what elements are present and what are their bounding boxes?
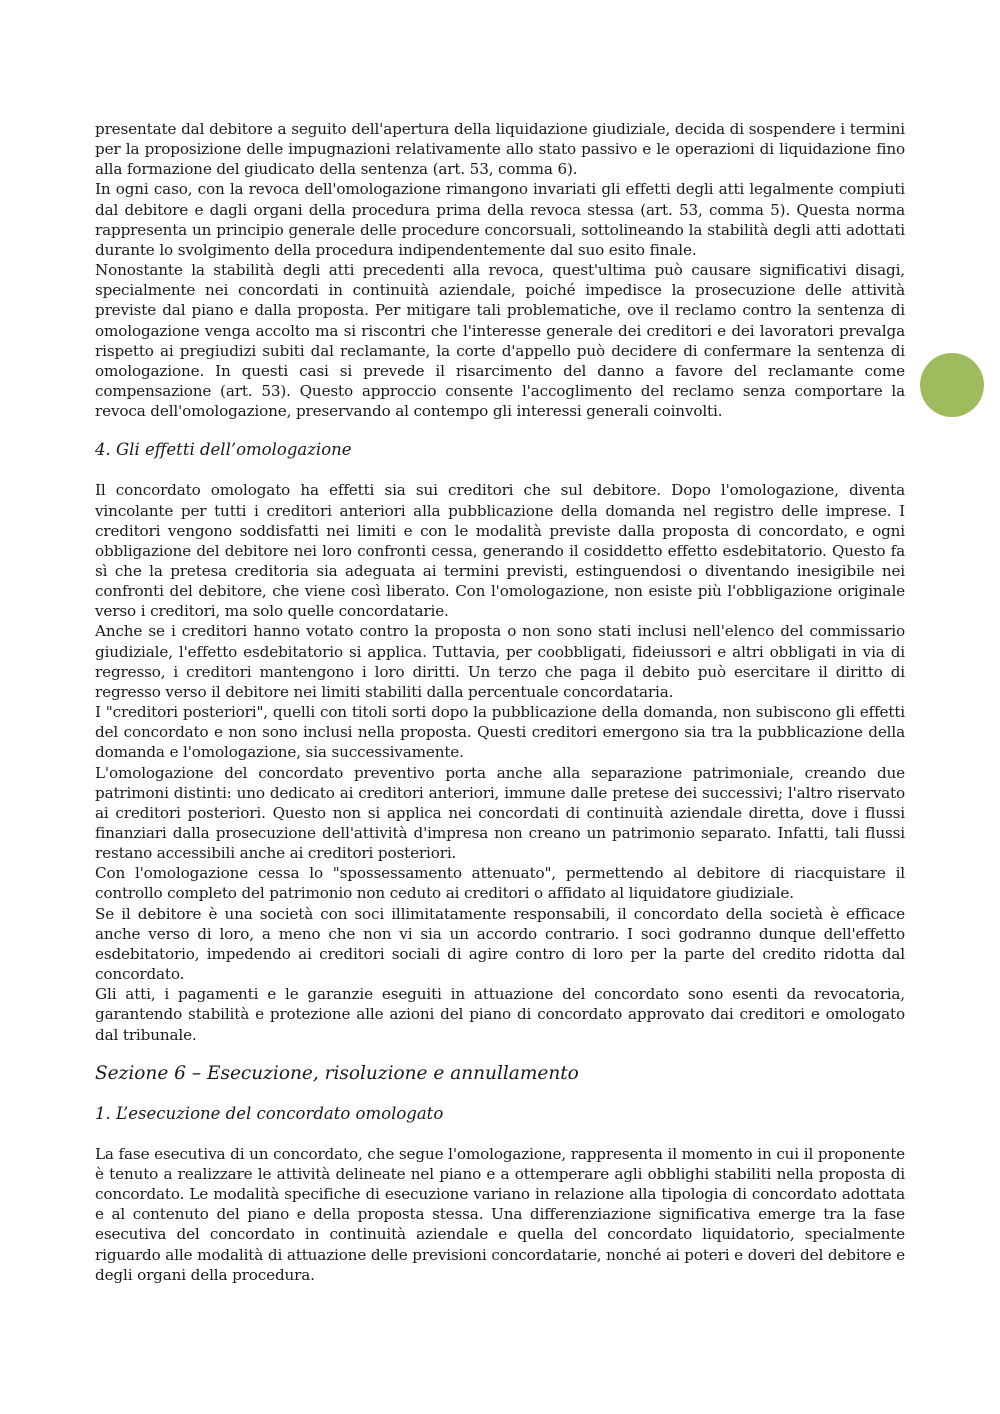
paragraph: Con l'omologazione cessa lo "spossessamento attenuato", permettendo al debitore di riacquistare il controllo completo del patrimonio non ceduto ai creditori o affidato al liquidatore giudiziale.	[95, 864, 905, 903]
paragraph: Anche se i creditori hanno votato contro la proposta o non sono stati inclusi nell'elenco del commissario giudiziale, l'effetto esdebitatorio si applica. Tuttavia, per coobbligati, fideiussori e altri obbligati in via di regresso, i creditori mantengono i loro diritti. Un terzo che paga il debito può esercitare il diritto di regresso verso il debitore nei limiti stabiliti dalla percentuale concordataria.	[95, 622, 905, 701]
paragraph: presentate dal debitore a seguito dell'apertura della liquidazione giudiziale, decida di sospendere i termini per la proposizione delle impugnazioni relativamente allo stato passivo e le operazioni di liquidazione fino alla formazione del giudicato della sentenza (art. 53, comma 6).	[95, 120, 905, 179]
heading-esecuzione-concordato: 1. L’esecuzione del concordato omologato	[95, 1103, 444, 1123]
paragraph: Il concordato omologato ha effetti sia sui creditori che sul debitore. Dopo l'omologazione, diventa vincolante per tutti i creditori anteriori alla pubblicazione della domanda nel registro delle imprese. I creditori vengono soddisfatti nei limiti e con le modalità previste dalla proposta di concordato, e ogni obbligazione del debitore nei loro confronti cessa, generando il cosiddetto effetto esdebitatorio. Questo fa sì che la pretesa creditoria sia adeguata ai termini previsti, estinguendosi o diventando inesigibile nei confronti del debitore, che viene così liberato. Con l'omologazione, non esiste più l'obbligazione originale verso i creditori, ma solo quelle concordatarie.	[95, 481, 905, 621]
paragraph: In ogni caso, con la revoca dell'omologazione rimangono invariati gli effetti degli atti legalmente compiuti dal debitore e dagli organi della procedura prima della revoca stessa (art. 53, comma 5). Questa norma rappresenta un principio generale delle procedure concorsuali, sottolineando la stabilità degli atti adottati durante lo svolgimento della procedura indipendentemente dal suo esito finale.	[95, 180, 905, 259]
paragraph: Se il debitore è una società con soci illimitatamente responsabili, il concordato della società è efficace anche verso di loro, a meno che non vi sia un accordo contrario. I soci godranno dunque dell'effetto esdebitatorio, impedendo ai creditori sociali di agire contro di loro per la parte del credito ridotta dal concordato.	[95, 904, 905, 984]
paragraph: La fase esecutiva di un concordato, che segue l'omologazione, rappresenta il momento in cui il proponente è tenuto a realizzare le attività delineate nel piano e a ottemperare agli obblighi stabiliti nella proposta di concordato. Le modalità specifiche di esecuzione variano in relazione alla tipologia di concordato adottata e al contenuto del piano e della proposta stessa. Una differenziazione significativa emerge tra la fase esecutiva del concordato in continuità aziendale e quella del concordato liquidatorio, specialmente riguardo alle modalità di attuazione delle previsioni concordatarie, nonché ai poteri e doveri del debitore e degli organi della procedura.	[95, 1144, 905, 1284]
decorative-green-circle	[920, 353, 984, 417]
heading-effetti-omologazione: 4. Gli effetti dell’omologazione	[95, 440, 352, 460]
paragraph: I "creditori posteriori", quelli con titoli sorti dopo la pubblicazione della domanda, non subiscono gli effetti del concordato e non sono inclusi nella proposta. Questi creditori emergono sia tra la pubblicazione della domanda e l'omologazione, sia successivamente.	[95, 703, 905, 762]
document-page	[95, 119, 905, 1285]
paragraph: L'omologazione del concordato preventivo porta anche alla separazione patrimoniale, creando due patrimoni distinti: uno dedicato ai creditori anteriori, immune dalle pretese dei successivi; l'altro riservato ai creditori posteriori. Questo non si applica nei concordati di continuità aziendale diretta, dove i flussi finanziari dalla prosecuzione dell'attività d'impresa non creano un patrimonio separato. Infatti, tali flussi restano accessibili anche ai creditori posteriori.	[95, 763, 905, 863]
paragraph: Gli atti, i pagamenti e le garanzie eseguiti in attuazione del concordato sono esenti da revocatoria, garantendo stabilità e protezione alle azioni del piano di concordato approvato dai creditori e omologato dal tribunale.	[95, 985, 905, 1044]
paragraph: Nonostante la stabilità degli atti precedenti alla revoca, quest'ultima può causare significativi disagi, specialmente nei concordati in continuità aziendale, poiché impedisce la prosecuzione delle attività previste dal piano e dalla proposta. Per mitigare tali problematiche, ove il reclamo contro la sentenza di omologazione venga accolto ma si riscontri che l'interesse generale dei creditori e dei lavoratori prevalga rispetto ai pregiudizi subiti dal reclamante, la corte d'appello può decidere di confermare la sentenza di omologazione. In questi casi si prevede il risarcimento del danno a favore del reclamante come compensazione (art. 53). Questo approccio consente l'accoglimento del reclamo senza comportare la revoca dell'omologazione, preservando al contempo gli interessi generali coinvolti.	[95, 261, 905, 421]
section-title: Sezione 6 – Esecuzione, risoluzione e annullamento	[95, 1062, 579, 1084]
